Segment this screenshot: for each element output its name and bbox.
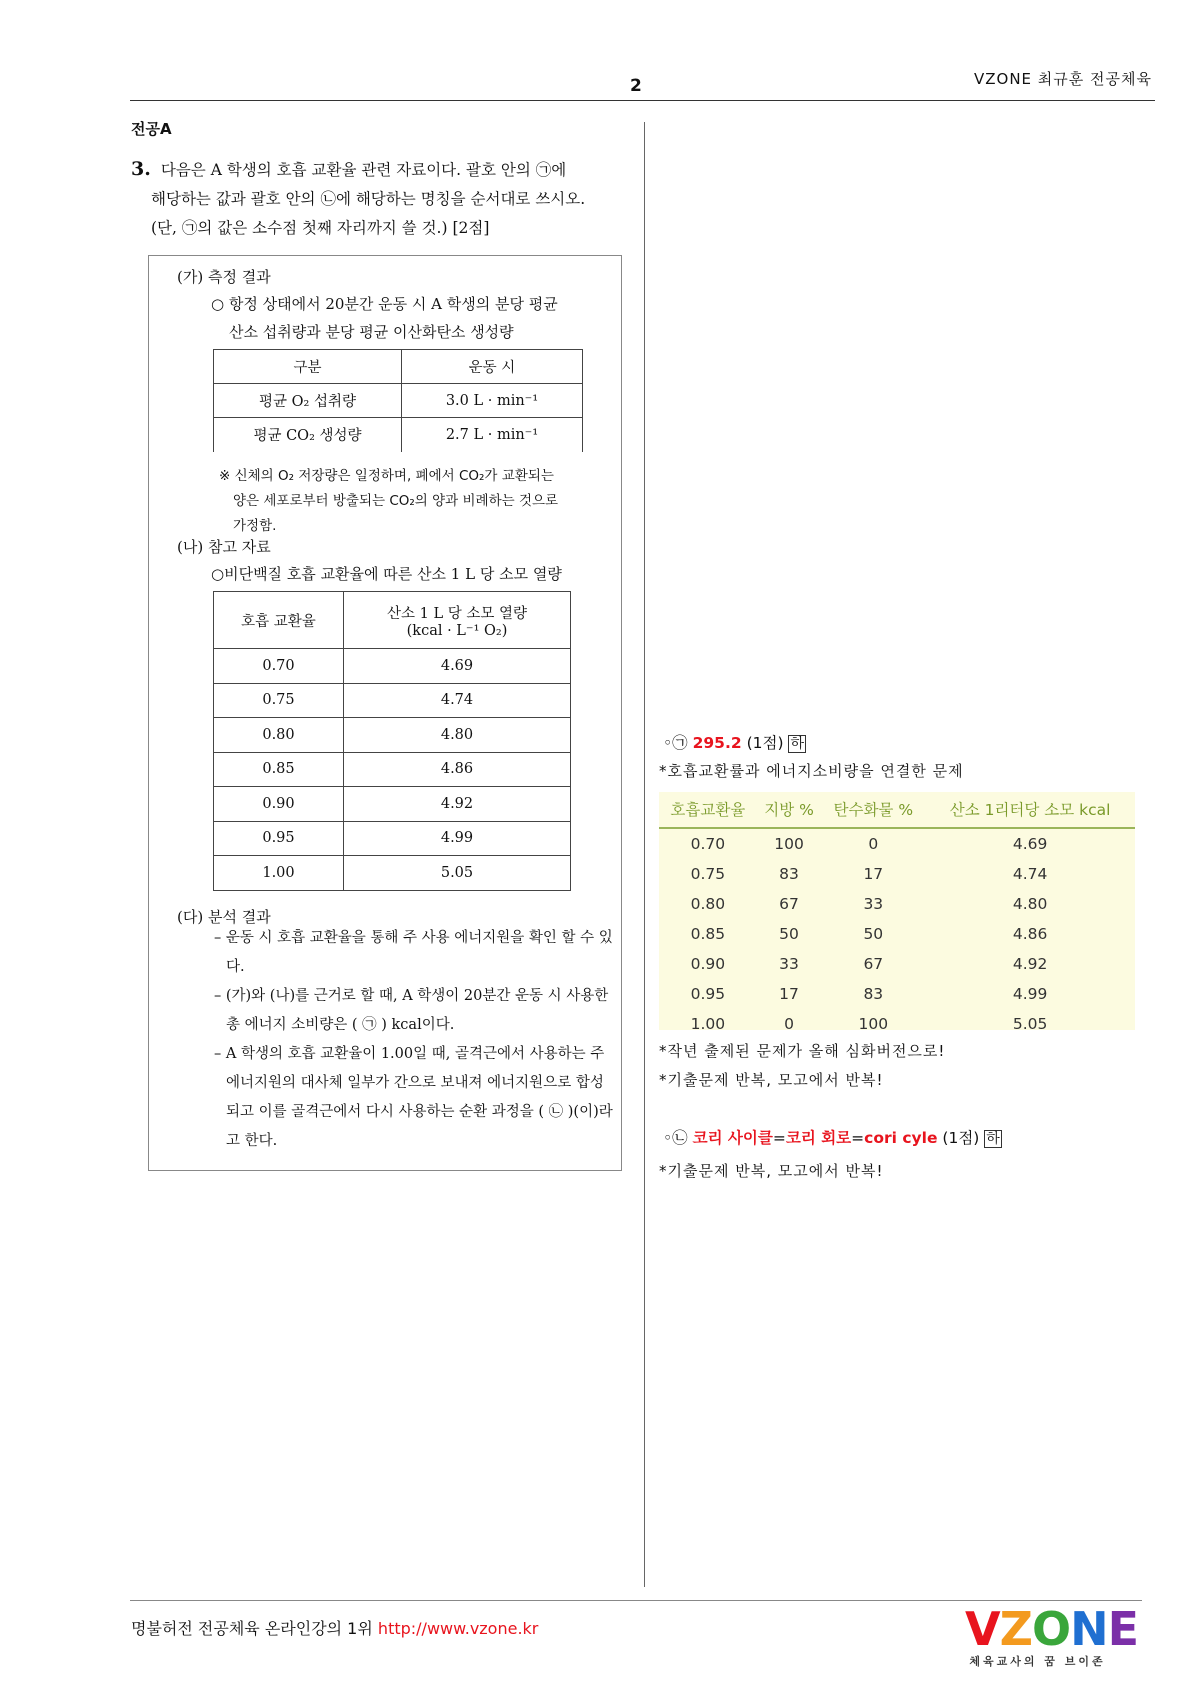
page-number: 2 xyxy=(630,76,642,96)
table-cell: 4.92 xyxy=(1012,955,1048,973)
footer-url-link[interactable]: http://www.vzone.kr xyxy=(377,1619,539,1638)
ref-header-kcal-line-1: 산소 1 L 당 소모 열량 xyxy=(387,605,527,622)
measurement-table xyxy=(213,349,583,452)
comment-note-1: *호흡교환률과 에너지소비량을 연결한 문제 xyxy=(659,762,964,780)
table-cell: 33 xyxy=(779,955,799,973)
table-cell-kcal: 4.74 xyxy=(344,683,571,718)
table-cell-kcal: 4.80 xyxy=(344,718,571,753)
table-cell: 100 xyxy=(858,1015,889,1033)
part-a-bullet-2: 산소 섭취량과 분당 평균 이산화탄소 생성량 xyxy=(229,323,514,341)
answer-2-term-1: 코리 사이클 xyxy=(692,1129,773,1147)
part-c-heading: (다) 분석 결과 xyxy=(177,908,271,926)
measurement-header-exercise: 운동 시 xyxy=(402,350,583,384)
logo-tagline: 체육교사의 꿈 브이존 xyxy=(969,1655,1106,1668)
table-cell: 0.90 xyxy=(690,955,726,973)
header-title: VZONE 최규훈 전공체육 xyxy=(973,70,1152,88)
comment-note-4: *기출문제 반복, 모고에서 반복! xyxy=(659,1162,884,1180)
comment-note-3: *기출문제 반복, 모고에서 반복! xyxy=(659,1071,884,1089)
table-cell-kcal: 4.86 xyxy=(344,752,571,787)
answer-2 xyxy=(663,1126,1002,1148)
answer-2-term-2: 코리 회로 xyxy=(785,1129,852,1147)
table-cell-rer: 0.75 xyxy=(214,683,344,718)
answer-1-prefix: ◦㉠ xyxy=(663,734,688,752)
part-a-bullet-1: ○ 항정 상태에서 20분간 운동 시 A 학생의 분당 평균 xyxy=(211,295,558,313)
part-b-bullet: ○비단백질 호흡 교환율에 따른 산소 1 L 당 소모 열량 xyxy=(211,565,562,583)
table-cell-rer: 0.95 xyxy=(214,821,344,856)
question-text xyxy=(131,155,631,243)
table-cell: 83 xyxy=(863,985,884,1003)
table-cell-rer: 0.90 xyxy=(214,787,344,822)
answer-2-score: (1점) xyxy=(942,1129,980,1147)
table-cell: 0 xyxy=(784,1015,794,1033)
question-number: 3. xyxy=(131,158,151,180)
table-cell: 50 xyxy=(779,925,799,943)
table-cell: 0 xyxy=(868,835,879,853)
rer-reference-table xyxy=(659,792,1135,1039)
table-cell: 1.00 xyxy=(690,1015,726,1033)
o2-intake-label: 평균 O₂ 섭취량 xyxy=(214,384,402,418)
table-cell: 17 xyxy=(779,985,799,1003)
rer-header-fat: 지방 % xyxy=(757,792,822,828)
table-cell: 17 xyxy=(863,865,884,883)
analysis-results xyxy=(214,924,614,1156)
measurement-header-category: 구분 xyxy=(214,350,402,384)
answer-2-term-3: cori cyle xyxy=(864,1129,938,1147)
note-line-1: ※ 신체의 O₂ 저장량은 일정하며, 폐에서 CO₂가 교환되는 xyxy=(219,468,554,484)
table-cell: 33 xyxy=(863,895,884,913)
answer-2-prefix: ◦㉡ xyxy=(663,1129,688,1147)
o2-intake-value: 3.0 L · min⁻¹ xyxy=(402,384,583,418)
part-b-heading: (나) 참고 자료 xyxy=(177,538,271,556)
table-cell-rer: 0.70 xyxy=(214,649,344,684)
logo-letter-z: Z xyxy=(999,1602,1032,1656)
assumption-note xyxy=(219,464,619,539)
analysis-item-3: – A 학생의 호흡 교환율이 1.00일 때, 골격근에서 사용하는 주 에너지원의 대사체 일부가 간으로 보내져 에너지원으로 합성되고 이를 골격근에서 다시 사용하는 순환 과정을 ( ㉡ )(이)라고 한다. xyxy=(214,1046,613,1149)
table-cell: 4.69 xyxy=(1012,835,1048,853)
rer-header-carb: 탄수화물 % xyxy=(821,792,925,828)
table-cell: 50 xyxy=(863,925,884,943)
rer-reference-table-image xyxy=(659,792,1135,1033)
table-cell: 4.74 xyxy=(1012,865,1048,883)
logo-letter-v: V xyxy=(965,1602,1000,1656)
analysis-item-2: – (가)와 (나)를 근거로 할 때, A 학생이 20분간 운동 시 사용한 총 에너지 소비량은 ( ㉠ ) kcal이다. xyxy=(214,988,609,1033)
note-line-3: 가정함. xyxy=(233,518,277,534)
logo-letter-e: E xyxy=(1107,1602,1139,1656)
table-cell: 4.80 xyxy=(1012,895,1048,913)
table-cell: 67 xyxy=(779,895,799,913)
table-cell-rer: 0.80 xyxy=(214,718,344,753)
table-cell: 4.86 xyxy=(1012,925,1048,943)
co2-production-label: 평균 CO₂ 생성량 xyxy=(214,418,402,452)
table-cell: 0.85 xyxy=(690,925,726,943)
section-label: 전공A xyxy=(131,120,172,138)
difficulty-badge: 하 xyxy=(986,1131,1000,1147)
table-cell: 67 xyxy=(863,955,884,973)
header-rule xyxy=(130,100,1155,101)
answer-1-score: (1점) xyxy=(746,734,784,752)
logo-letter-o: O xyxy=(1031,1602,1071,1656)
part-a-heading: (가) 측정 결과 xyxy=(177,268,271,286)
table-cell: 0.95 xyxy=(690,985,726,1003)
rer-header-kcal: 산소 1리터당 소모 kcal xyxy=(925,792,1135,828)
table-cell: 4.99 xyxy=(1012,985,1048,1003)
exam-material-box xyxy=(148,255,622,1171)
co2-production-value: 2.7 L · min⁻¹ xyxy=(402,418,583,452)
table-cell: 0.75 xyxy=(690,865,726,883)
ref-header-kcal-line-2: (kcal · L⁻¹ O₂) xyxy=(406,622,508,639)
difficulty-badge: 하 xyxy=(790,736,804,752)
table-cell: 0.70 xyxy=(690,835,726,853)
ref-header-rer: 호흡 교환율 xyxy=(214,592,344,649)
logo-letter-n: N xyxy=(1070,1602,1108,1656)
analysis-item-1: – 운동 시 호흡 교환율을 통해 주 사용 에너지원을 확인 할 수 있다. xyxy=(214,930,613,975)
table-cell: 83 xyxy=(779,865,799,883)
answer-1 xyxy=(663,731,806,753)
note-line-2: 양은 세포로부터 방출되는 CO₂의 양과 비례하는 것으로 xyxy=(233,493,559,509)
table-cell: 100 xyxy=(774,835,804,853)
footer-rule xyxy=(130,1600,1142,1601)
rer-header-rer: 호흡교환율 xyxy=(659,792,757,828)
comment-note-2: *작년 출제된 문제가 올해 심화버전으로! xyxy=(659,1042,946,1060)
table-cell-rer: 0.85 xyxy=(214,752,344,787)
footer-text xyxy=(131,1616,538,1639)
table-cell-kcal: 4.69 xyxy=(344,649,571,684)
table-cell-kcal: 4.99 xyxy=(344,821,571,856)
answer-2-equals-1: = xyxy=(772,1129,786,1147)
footer-slogan: 명불허전 전공체육 온라인강의 1위 xyxy=(131,1619,373,1638)
table-cell-kcal: 5.05 xyxy=(344,856,571,891)
table-cell-kcal: 4.92 xyxy=(344,787,571,822)
question-line-1: 다음은 A 학생의 호흡 교환율 관련 자료이다. 괄호 안의 ㉠에 xyxy=(160,161,567,179)
question-line-3: (단, ㉠의 값은 소수점 첫째 자리까지 쓸 것.) [2점] xyxy=(151,219,490,237)
table-cell-rer: 1.00 xyxy=(214,856,344,891)
answer-2-equals-2: = xyxy=(851,1129,865,1147)
column-divider xyxy=(644,122,645,1587)
answer-1-value: 295.2 xyxy=(692,734,742,752)
question-line-2: 해당하는 값과 괄호 안의 ㉡에 해당하는 명칭을 순서대로 쓰시오. xyxy=(151,190,586,208)
ref-header-kcal xyxy=(344,592,571,649)
vzone-logo xyxy=(965,1602,1139,1669)
table-cell: 5.05 xyxy=(1012,1015,1048,1033)
table-cell: 0.80 xyxy=(690,895,726,913)
reference-kcal-table xyxy=(213,591,571,891)
logo-wordmark xyxy=(965,1602,1139,1656)
